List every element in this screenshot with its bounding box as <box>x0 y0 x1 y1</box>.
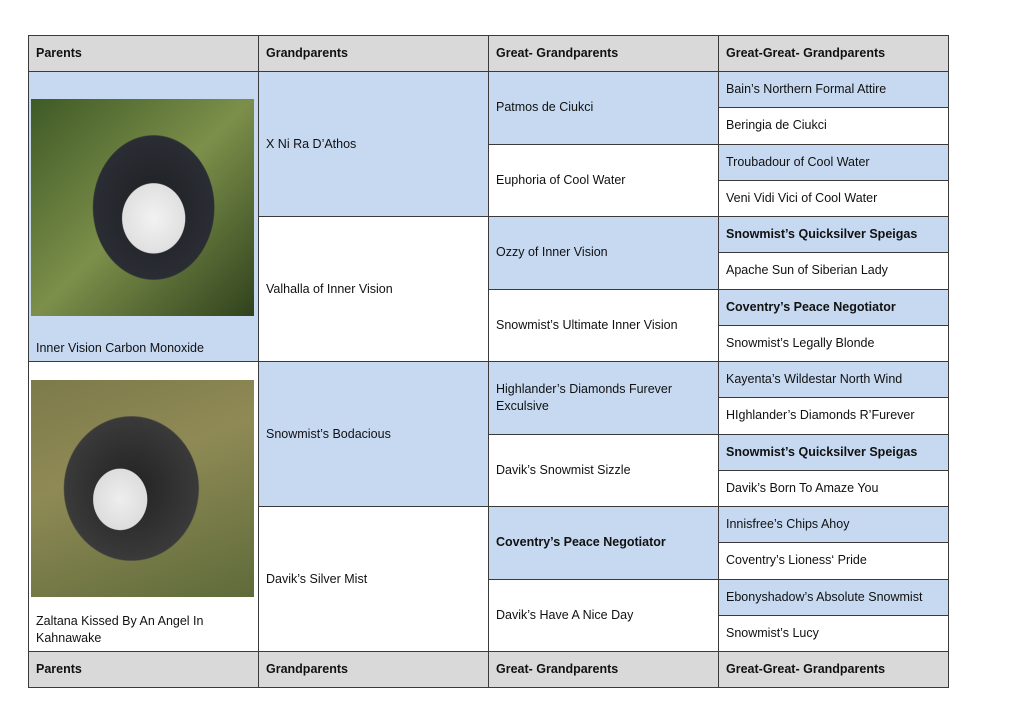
great-grandparent-cell-label: Euphoria of Cool Water <box>496 172 626 187</box>
footer-0 <box>28 651 259 688</box>
parent-cell-label: Zaltana Kissed By An Angel In Kahnawake <box>36 614 204 645</box>
parent-cell <box>28 71 259 362</box>
husky-photo <box>31 99 254 316</box>
great-grandparent-cell <box>488 216 719 290</box>
footer-0-label: Parents <box>36 662 82 676</box>
great-grandparent-cell-label: Highlander’s Diamonds Furever Exculsive <box>496 381 673 413</box>
great-great-grandparent-cell-label: Davik’s Born To Amaze You <box>726 480 879 495</box>
header-0-label: Parents <box>36 46 82 60</box>
footer-3-label: Great-Great- Grandparents <box>726 662 886 676</box>
great-grandparent-cell <box>488 289 719 363</box>
grandparent-cell <box>258 71 489 217</box>
great-great-grandparent-cell-label: Snowmist’s Legally Blonde <box>726 335 875 350</box>
great-great-grandparent-cell-label: Coventry’s Lioness‘ Pride <box>726 553 867 568</box>
great-grandparent-cell <box>488 144 719 218</box>
great-great-grandparent-cell-label: HIghlander’s Diamonds R’Furever <box>726 408 915 423</box>
great-grandparent-cell-label: Coventry’s Peace Negotiator <box>496 535 666 550</box>
parent-cell-label: Inner Vision Carbon Monoxide <box>36 341 204 355</box>
header-2 <box>488 35 719 72</box>
footer-1 <box>258 651 489 688</box>
grandparent-cell <box>258 216 489 362</box>
grandparent-cell-label: Valhalla of Inner Vision <box>266 281 393 296</box>
great-grandparent-cell-label: Snowmist’s Ultimate Inner Vision <box>496 317 678 332</box>
great-great-grandparent-cell-label: Snowmist’s Lucy <box>726 625 819 640</box>
footer-1-label: Grandparents <box>266 662 348 676</box>
great-great-grandparent-cell <box>718 289 949 326</box>
great-great-grandparent-cell <box>718 361 949 398</box>
footer-3 <box>718 651 949 688</box>
grandparent-cell-label: Davik’s Silver Mist <box>266 571 368 586</box>
great-great-grandparent-cell-label: Veni Vidi Vici of Cool Water <box>726 190 878 205</box>
great-great-grandparent-cell-label: Apache Sun of Siberian Lady <box>726 263 888 278</box>
header-2-label: Great- Grandparents <box>496 46 619 60</box>
great-great-grandparent-cell <box>718 615 949 652</box>
great-great-grandparent-cell-label: Snowmist’s Quicksilver Speigas <box>726 227 918 242</box>
header-1 <box>258 35 489 72</box>
great-grandparent-cell <box>488 361 719 435</box>
great-grandparent-cell <box>488 579 719 653</box>
grandparent-cell <box>258 361 489 507</box>
great-great-grandparent-cell <box>718 252 949 289</box>
header-3 <box>718 35 949 72</box>
great-great-grandparent-cell-label: Beringia de Ciukci <box>726 118 827 133</box>
great-great-grandparent-cell <box>718 579 949 616</box>
parent-cell <box>28 361 259 652</box>
great-grandparent-cell-label: Patmos de Ciukci <box>496 100 594 115</box>
great-great-grandparent-cell <box>718 434 949 471</box>
great-great-grandparent-cell-label: Troubadour of Cool Water <box>726 154 870 169</box>
footer-2-label: Great- Grandparents <box>496 662 619 676</box>
great-great-grandparent-cell <box>718 325 949 362</box>
great-great-grandparent-cell <box>718 180 949 217</box>
header-3-label: Great-Great- Grandparents <box>726 46 886 60</box>
grandparent-cell-label: X Ni Ra D’Athos <box>266 136 357 151</box>
great-great-grandparent-cell-label: Coventry’s Peace Negotiator <box>726 299 896 314</box>
great-great-grandparent-cell-label: Innisfree’s Chips Ahoy <box>726 517 850 532</box>
great-great-grandparent-cell <box>718 470 949 507</box>
great-grandparent-cell-label: Davik’s Snowmist Sizzle <box>496 462 631 477</box>
great-great-grandparent-cell-label: Snowmist’s Quicksilver Speigas <box>726 444 918 459</box>
great-great-grandparent-cell <box>718 144 949 181</box>
grandparent-cell <box>258 506 489 652</box>
great-grandparent-cell <box>488 434 719 508</box>
great-grandparent-cell <box>488 506 719 580</box>
footer-2 <box>488 651 719 688</box>
great-great-grandparent-cell-label: Ebonyshadow’s Absolute Snowmist <box>726 589 923 604</box>
grandparent-cell-label: Snowmist’s Bodacious <box>266 426 391 441</box>
great-great-grandparent-cell <box>718 542 949 579</box>
header-1-label: Grandparents <box>266 46 348 60</box>
great-great-grandparent-cell <box>718 397 949 434</box>
great-great-grandparent-cell <box>718 216 949 253</box>
great-great-grandparent-cell <box>718 107 949 144</box>
great-great-grandparent-cell-label: Kayenta’s Wildestar North Wind <box>726 372 903 387</box>
husky-photo <box>31 380 254 597</box>
great-grandparent-cell <box>488 71 719 145</box>
great-grandparent-cell-label: Ozzy of Inner Vision <box>496 245 608 260</box>
great-grandparent-cell-label: Davik’s Have A Nice Day <box>496 607 634 622</box>
great-great-grandparent-cell <box>718 506 949 543</box>
great-great-grandparent-cell <box>718 71 949 108</box>
header-0 <box>28 35 259 72</box>
great-great-grandparent-cell-label: Bain’s Northern Formal Attire <box>726 82 887 97</box>
